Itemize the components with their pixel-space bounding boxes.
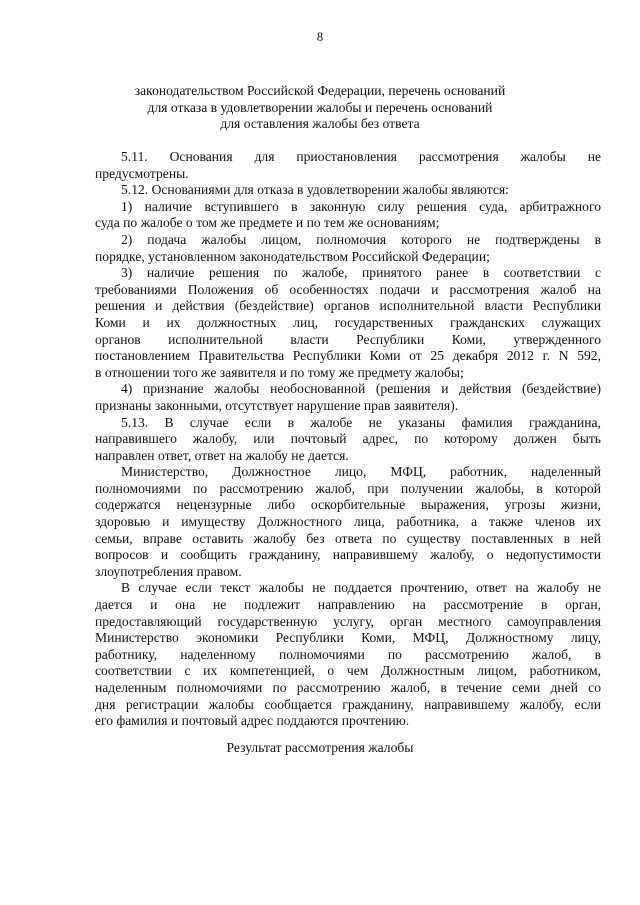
paragraph-line: предусмотрены.: [95, 165, 189, 181]
heading-line: для отказа в удовлетворении жалобы и перечень оснований: [147, 99, 493, 115]
paragraph-line: 5.12. Основаниями для отказа в удовлетворении жалобы являются:: [121, 182, 509, 198]
heading-line: для оставления жалобы без ответа: [220, 116, 420, 132]
paragraph-line: дня регистрации жалобы сообщается гражданину, направившему жалобу, если: [95, 696, 601, 712]
paragraph-line: суда по жалобе о том же предмете и по тем же основаниям;: [95, 215, 440, 231]
paragraph-line: признаны законными, отсутствует нарушение прав заявителя).: [95, 397, 459, 413]
section-heading: [60, 83, 580, 133]
paragraph: [95, 182, 601, 199]
paragraph-line: предоставляющий государственную услугу, орган местного самоуправления: [95, 613, 601, 629]
paragraph-line: порядке, установленном законодательством Российской Федерации;: [95, 248, 490, 264]
paragraph-line: 2) подача жалобы лицом, полномочия которого не подтверждены в: [121, 231, 601, 247]
paragraph-line: требованиями Положения об особенностях подачи и рассмотрения жалоб на: [95, 281, 601, 297]
paragraph: [95, 149, 601, 182]
paragraph-line: Министерство экономики Республики Коми, МФЦ, Должностному лицу,: [95, 630, 601, 646]
paragraph-line: 5.13. В случае если в жалобе не указаны фамилия гражданина,: [121, 414, 601, 430]
paragraph-line: семьи, вправе оставить жалобу без ответа по существу поставленных в ней: [95, 530, 601, 546]
paragraph-line: 1) наличие вступившего в законную силу решения суда, арбитражного: [121, 198, 601, 214]
paragraph-line: 3) наличие решения по жалобе, принятого ранее в соответствии с: [121, 265, 601, 281]
paragraph-line: здоровью и имуществу Должностного лица, работника, а также членов их: [95, 514, 601, 530]
paragraph-line: постановлением Правительства Республики Коми от 25 декабря 2012 г. N 592,: [95, 348, 601, 364]
paragraph-line: Министерство, Должностное лицо, МФЦ, работник, наделенный: [121, 464, 601, 480]
paragraph-line: злоупотребления правом.: [95, 563, 242, 579]
paragraph: [95, 199, 601, 232]
paragraph-line: наделенным полномочиями по рассмотрению жалоб, в течение семи дней со: [95, 680, 601, 695]
paragraph-line: 4) признание жалобы необоснованной (решения и действия (бездействие): [121, 381, 601, 397]
paragraph-line: его фамилия и почтовый адрес поддаются прочтению.: [95, 713, 410, 729]
paragraph: [95, 464, 601, 580]
paragraph: [95, 232, 601, 265]
paragraph-line: полномочиями по рассмотрению жалоб, при получении жалобы, в которой: [95, 480, 601, 496]
paragraph-line: направлен ответ, ответ на жалобу не дается.: [95, 447, 349, 463]
paragraph-line: 5.11. Основания для приостановления рассмотрения жалобы не: [121, 149, 601, 164]
paragraph: [95, 415, 601, 465]
paragraph-line: В случае если текст жалобы не поддается прочтению, ответ на жалобу не: [121, 580, 601, 596]
heading-line: законодательством Российской Федерации, перечень оснований: [134, 83, 506, 98]
paragraph-line: в отношении того же заявителя и по тому же предмету жалобы;: [95, 364, 464, 380]
paragraph: [95, 381, 601, 414]
paragraph-line: соответствии с их компетенцией, о чем Должностным лицом, работником,: [95, 663, 601, 679]
page-number: 8: [316, 30, 324, 44]
next-section-heading: Результат рассмотрения жалобы: [226, 740, 414, 755]
body-text: [95, 149, 601, 730]
paragraph-line: работнику, наделенному полномочиями по рассмотрению жалоб, в: [95, 646, 601, 662]
paragraph-line: органов исполнительной власти Республики Коми, утвержденного: [95, 331, 601, 347]
paragraph: [95, 580, 601, 729]
paragraph-line: направившего жалобу, или почтовый адрес, по которому должен быть: [95, 431, 601, 447]
paragraph-line: содержатся нецензурные либо оскорбительные выражения, угрозы жизни,: [95, 497, 601, 513]
paragraph-line: дается и она не подлежит направлению на рассмотрение в орган,: [95, 597, 601, 613]
paragraph: [95, 265, 601, 381]
paragraph-line: вопросов и сообщить гражданину, направившему жалобу, о недопустимости: [95, 547, 601, 563]
paragraph-line: Коми и их должностных лиц, государственных гражданских служащих: [95, 314, 601, 330]
paragraph-line: решения и действия (бездействие) органов исполнительной власти Республики: [95, 298, 601, 314]
